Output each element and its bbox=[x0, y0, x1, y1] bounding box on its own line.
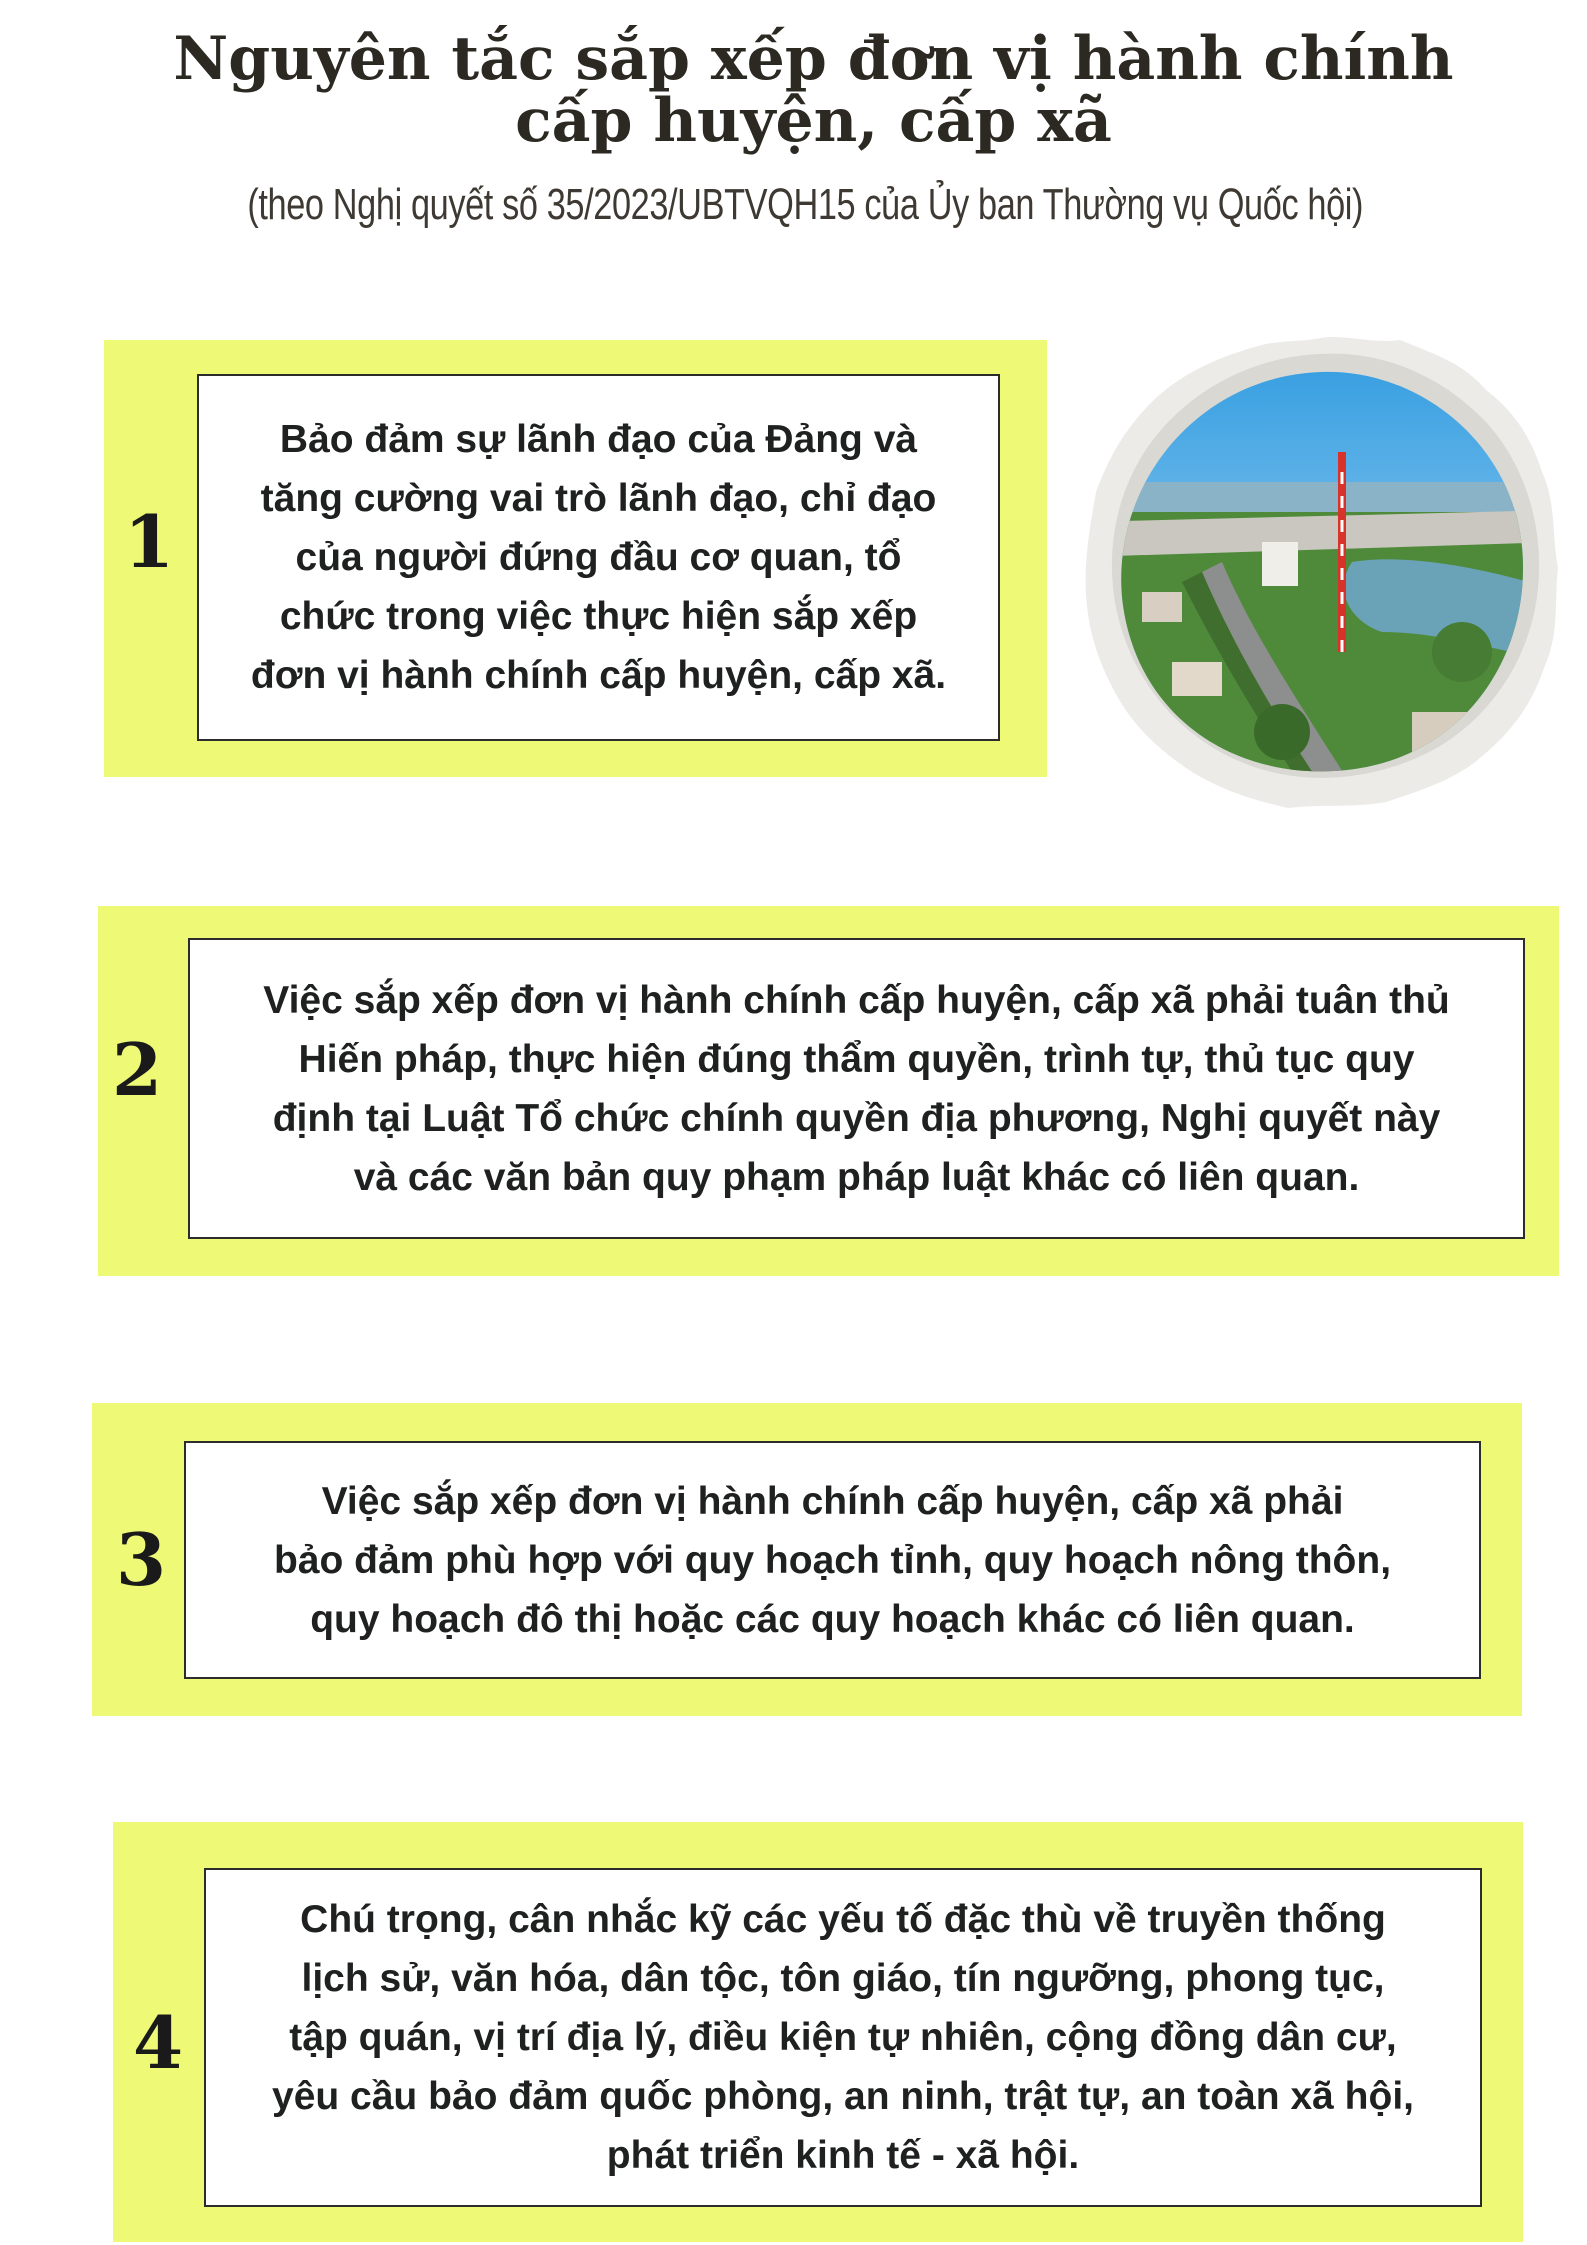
principle-2-box bbox=[188, 938, 1525, 1239]
principle-4-box bbox=[204, 1868, 1482, 2207]
principle-3-text: Việc sắp xếp đơn vị hành chính cấp huyện, cấp xã phải bảo đảm phù hợp với quy hoạch tỉnh, quy hoạch nông thôn, quy hoạch đô thị hoặc các quy hoạch khác có liên quan. bbox=[273, 1479, 1392, 1641]
principle-2-text: Việc sắp xếp đơn vị hành chính cấp huyện, cấp xã phải tuân thủ Hiến pháp, thực hiện đúng thẩm quyền, trình tự, thủ tục quy định tại Luật Tổ chức chính quyền địa phương, Nghị quyết này và các văn bản quy phạm pháp luật khác có liên quan. bbox=[263, 978, 1450, 1199]
principle-2-number: 2 bbox=[112, 1027, 163, 1112]
title-line-1: Nguyên tắc sắp xếp đơn vị hành chính bbox=[173, 24, 1454, 94]
principle-1-text: Bảo đảm sự lãnh đạo của Đảng và tăng cường vai trò lãnh đạo, chỉ đạo của người đứng đầu cơ quan, tổ chức trong việc thực hiện sắp xếp đơn vị hành chính cấp huyện, cấp xã. bbox=[250, 418, 947, 697]
principle-4-text: Chú trọng, cân nhắc kỹ các yếu tố đặc thù về truyền thống lịch sử, văn hóa, dân tộc, tôn giáo, tín ngưỡng, phong tục, tập quán, vị trí địa lý, điều kiện tự nhiên, cộng đồng dân cư, yêu cầu bảo đảm quốc phòng, an ninh, trật tự, an toàn xã hội, phát triển kinh tế - xã hội. bbox=[272, 1898, 1414, 2177]
city-aerial-photo bbox=[1082, 332, 1560, 812]
principle-1-box bbox=[197, 374, 1000, 741]
principle-4-number: 4 bbox=[133, 2000, 184, 2085]
principle-3-number: 3 bbox=[116, 1517, 167, 1602]
page-title bbox=[0, 24, 1587, 156]
title-line-2: cấp huyện, cấp xã bbox=[515, 86, 1112, 156]
page-subtitle: (theo Nghị quyết số 35/2023/UBTVQH15 của Ủy ban Thường vụ Quốc hội) bbox=[247, 180, 1364, 229]
principle-3-box bbox=[184, 1441, 1481, 1679]
principle-1-number: 1 bbox=[124, 499, 175, 584]
